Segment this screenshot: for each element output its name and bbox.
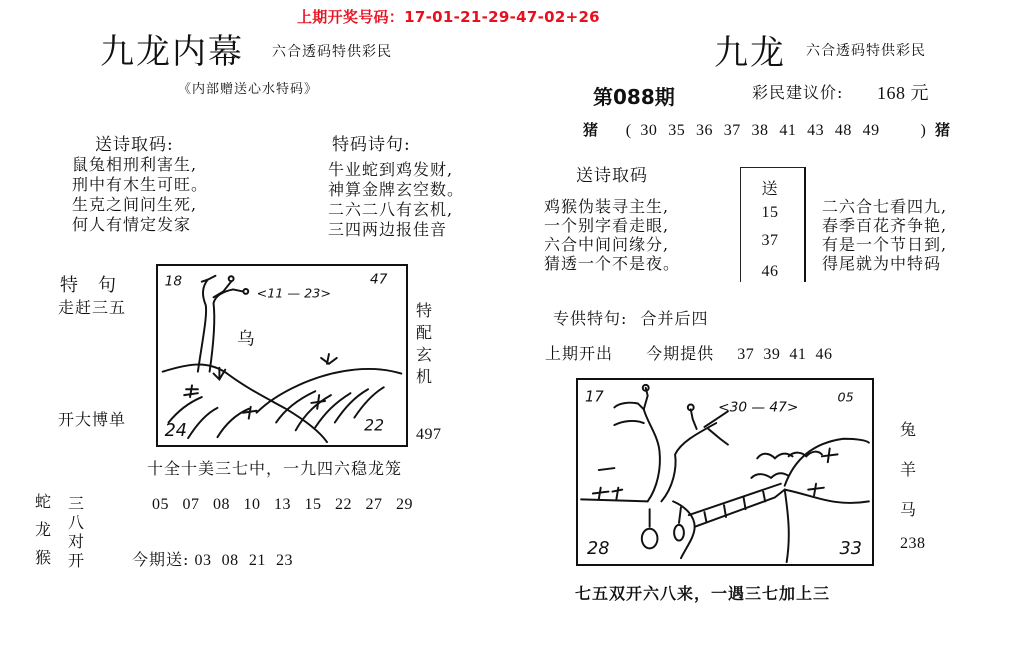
special-sentence-heading: 特 句: [60, 275, 117, 296]
offer-label: 今期提供: [646, 344, 715, 363]
number: 48: [834, 122, 852, 139]
right-sketch-image: [576, 378, 874, 566]
left-poem-special-heading: 特码诗句:: [332, 135, 411, 155]
svg-text:24: 24: [164, 421, 188, 442]
svg-text:18: 18: [164, 273, 183, 290]
price-value: 168 元: [877, 83, 929, 103]
number: 41: [779, 122, 797, 139]
number: 37: [761, 232, 779, 249]
number: 29: [396, 496, 413, 513]
left-poem-send: [72, 155, 208, 235]
special-offer-value: 合并后四: [640, 309, 709, 328]
number: 05: [152, 496, 169, 513]
last-open-row: [545, 341, 833, 364]
svg-text:22: 22: [364, 415, 385, 435]
pair-column: [68, 494, 85, 570]
number: 10: [243, 496, 261, 513]
pair-char: 三: [68, 494, 86, 513]
today-send-label: 今期送:: [132, 550, 190, 569]
tree-hills-sketch-icon: [158, 266, 406, 445]
number: 08: [213, 496, 230, 513]
svg-text:28: 28: [587, 539, 610, 560]
poem-line: 三四两边报佳音: [328, 220, 448, 239]
poem-line: 刑中有木生可旺。: [72, 175, 209, 194]
svg-text:<11 — 23>: <11 — 23>: [256, 285, 331, 301]
number: 36: [695, 122, 713, 139]
pig-left: 猪: [583, 121, 600, 139]
zodiac-char: 猴: [35, 548, 53, 567]
zodiac-char: 马: [900, 500, 918, 519]
poem-line: 二六二八有玄机,: [328, 200, 454, 219]
column-char: 玄: [416, 345, 434, 364]
pair-char: 八: [68, 513, 86, 532]
today-send: [132, 550, 293, 570]
last-draw-banner: [297, 6, 600, 27]
last-draw-numbers: 17-01-21-29-47-02+26: [404, 8, 600, 26]
poem-line: 猜透一个不是夜。: [544, 254, 681, 273]
last-open-label: 上期开出: [545, 344, 614, 363]
column-char: 机: [416, 367, 434, 386]
poem-line: 鼠兔相刑利害生,: [72, 155, 198, 174]
left-verse: 十全十美三七中，一九四六稳龙笼: [147, 459, 403, 478]
number: 15: [761, 204, 779, 221]
right-title: 九龙: [714, 33, 786, 73]
special-offer: [553, 306, 709, 329]
number: 07: [182, 496, 200, 513]
poem-line: 有是一个节日到,: [822, 235, 948, 254]
number: 08: [221, 552, 239, 569]
issue-number: 第088期: [593, 85, 675, 109]
svg-text:05: 05: [837, 389, 854, 405]
number: 46: [761, 263, 779, 280]
left-special-column: [416, 300, 433, 388]
zodiac-char: 龙: [35, 520, 53, 539]
left-poem-special: [328, 160, 464, 240]
number: 43: [807, 122, 825, 139]
number: 35: [668, 122, 686, 139]
number: 03: [194, 552, 212, 569]
poem-line: 牛业蛇到鸡发财,: [328, 160, 454, 179]
poem-line: 神算金牌玄空数。: [328, 180, 465, 199]
poem-line: 鸡猴伪装寻主生,: [544, 197, 670, 216]
poem-line: 六合中间问缘分,: [544, 235, 670, 254]
number: 21: [248, 552, 266, 569]
paren-close: ): [920, 122, 927, 139]
number: 46: [815, 346, 833, 363]
bet-big-single-label: 开大博单: [58, 410, 127, 429]
number: 27: [365, 496, 383, 513]
poem-line: 春季百花齐争艳,: [822, 216, 948, 235]
svg-text:17: 17: [585, 388, 604, 406]
special-offer-label: 专供特句:: [553, 309, 628, 328]
pair-char: 开: [68, 551, 86, 570]
number: 13: [274, 496, 291, 513]
zodiac-char: 羊: [900, 460, 918, 479]
column-char: 配: [416, 323, 434, 342]
poem-line: 一个别字看走眼,: [544, 216, 670, 235]
left-right-number: 497: [416, 426, 442, 443]
pig-number-row: [583, 119, 951, 140]
zodiac-char: 蛇: [35, 492, 53, 511]
paren-open: (: [625, 122, 632, 139]
left-sketch-image: [156, 264, 408, 447]
svg-text:33: 33: [839, 539, 862, 560]
send-label: 送: [761, 179, 779, 198]
number: 38: [751, 122, 769, 139]
number: 30: [640, 122, 658, 139]
number: 22: [335, 496, 352, 513]
right-right-number: 238: [900, 535, 926, 552]
price-label: 彩民建议价:: [752, 83, 844, 102]
left-note: 《内部赠送心水特码》: [178, 82, 319, 97]
left-number-list: [152, 496, 413, 514]
svg-text:47: 47: [370, 271, 388, 288]
last-draw-label: 上期开奖号码：: [297, 8, 405, 26]
number: 39: [763, 346, 781, 363]
send-box-content: [748, 178, 792, 288]
number: 23: [276, 552, 294, 569]
number: 49: [862, 122, 880, 139]
number: 41: [789, 346, 807, 363]
poem-line: 何人有情定发家: [72, 215, 192, 234]
right-zodiac-column: [900, 410, 917, 530]
pair-char: 对: [68, 532, 86, 551]
number: 37: [723, 122, 741, 139]
column-char: 特: [416, 301, 434, 320]
left-poem-send-heading: 送诗取码:: [95, 135, 174, 155]
right-poem-send-heading: 送诗取码: [576, 166, 648, 186]
zodiac-column: [35, 488, 52, 572]
number: 37: [737, 346, 755, 363]
svg-text:<30 — 47>: <30 — 47>: [718, 399, 799, 416]
number: 15: [304, 496, 322, 513]
right-subtitle: 六合透码特供彩民: [806, 43, 926, 59]
zodiac-char: 兔: [900, 420, 918, 439]
poem-line: 二六合七看四九,: [822, 197, 948, 216]
pig-right: 猪: [935, 121, 952, 139]
tree-bridge-sketch-icon: [578, 380, 872, 564]
left-subtitle: 六合透码特供彩民: [272, 44, 392, 60]
svg-text:乌: 乌: [237, 329, 255, 350]
special-sentence-text: 走赶三五: [58, 298, 127, 317]
right-poem: [822, 197, 947, 273]
right-poem-send: [544, 197, 680, 273]
poem-line: 得尾就为中特码: [822, 254, 942, 273]
right-verse: 七五双开六八来，一遇三七加上三: [575, 584, 831, 603]
poem-line: 生克之间问生死,: [72, 195, 198, 214]
left-title: 九龙内幕: [100, 32, 244, 72]
